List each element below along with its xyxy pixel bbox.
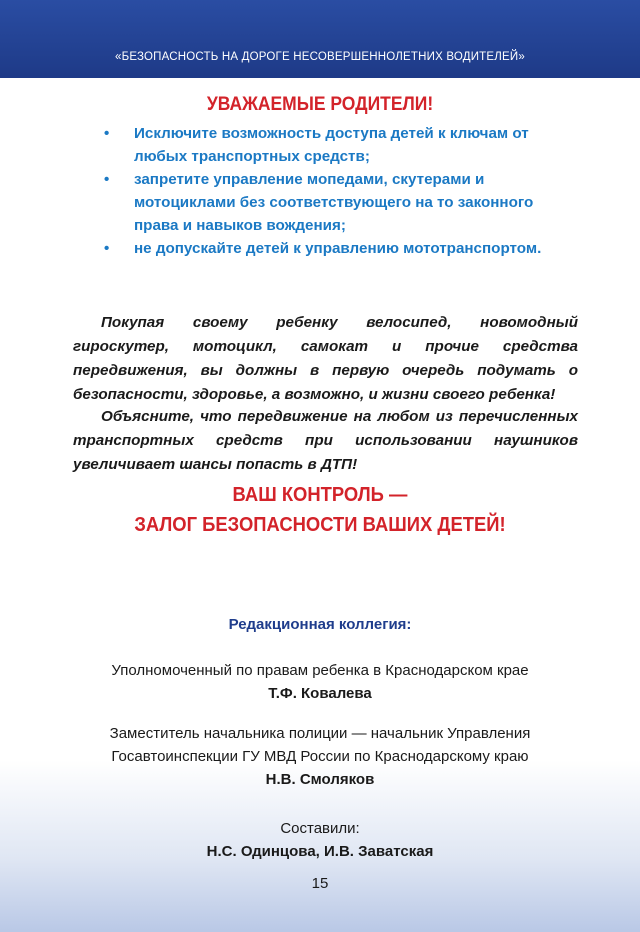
editorial-member — [0, 659, 640, 705]
bullet-icon: • — [104, 125, 110, 142]
member-name: Т.Ф. Ковалева — [268, 685, 372, 702]
list-item — [100, 168, 580, 237]
header-banner — [0, 0, 640, 78]
member-position: Уполномоченный по правам ребенка в Краснодарском крае — [111, 662, 529, 679]
compilers-names: Н.С. Одинцова, И.В. Заватская — [206, 843, 434, 860]
slogan-line-2: ЗАЛОГ БЕЗОПАСНОСТИ ВАШИХ ДЕТЕЙ! — [134, 514, 506, 536]
bullet-icon: • — [104, 171, 110, 188]
member-name: Н.В. Смоляков — [265, 771, 375, 788]
list-item — [100, 122, 580, 168]
editorial-member — [0, 722, 640, 791]
member-position: Заместитель начальника полиции — начальник Управления — [109, 725, 531, 742]
paragraph-headphones: Объясните, что передвижение на любом из перечисленных транспортных средств при использовании наушников увеличивает шансы попасть в ДТП! — [73, 408, 578, 474]
bullet-icon: • — [104, 240, 110, 257]
member-position: Госавтоинспекции ГУ МВД России по Краснодарскому краю — [111, 748, 529, 765]
paragraph-purchase: Покупая своему ребенку велосипед, новомодный гироскутер, мотоцикл, самокат и прочие средства передвижения, вы должны в первую очередь подумать о безопасности, здоровье, а возможно, и жизни своего ребенка! — [73, 314, 578, 404]
slogan-line-1: ВАШ КОНТРОЛЬ — — [232, 484, 408, 506]
editorial-heading: Редакционная коллегия: — [228, 616, 412, 633]
list-item-text: Исключите возможность доступа детей к ключам от любых транспортных средств; — [134, 125, 529, 165]
header-title: «БЕЗОПАСНОСТЬ НА ДОРОГЕ НЕСОВЕРШЕННОЛЕТНИХ ВОДИТЕЛЕЙ» — [115, 51, 525, 63]
compilers-label: Составили: — [280, 820, 360, 837]
parents-list — [100, 122, 580, 260]
list-item-text: не допускайте детей к управлению мототранспортом. — [134, 240, 542, 257]
compilers — [0, 817, 640, 863]
list-item-text: запретите управление мопедами, скутерами и мотоциклами без соответствующего на то законного права и навыков вождения; — [134, 171, 534, 234]
list-item — [100, 237, 580, 260]
slogan — [26, 480, 615, 540]
parents-heading: УВАЖАЕМЫЕ РОДИТЕЛИ! — [206, 94, 434, 115]
page-number: 15 — [311, 875, 329, 892]
